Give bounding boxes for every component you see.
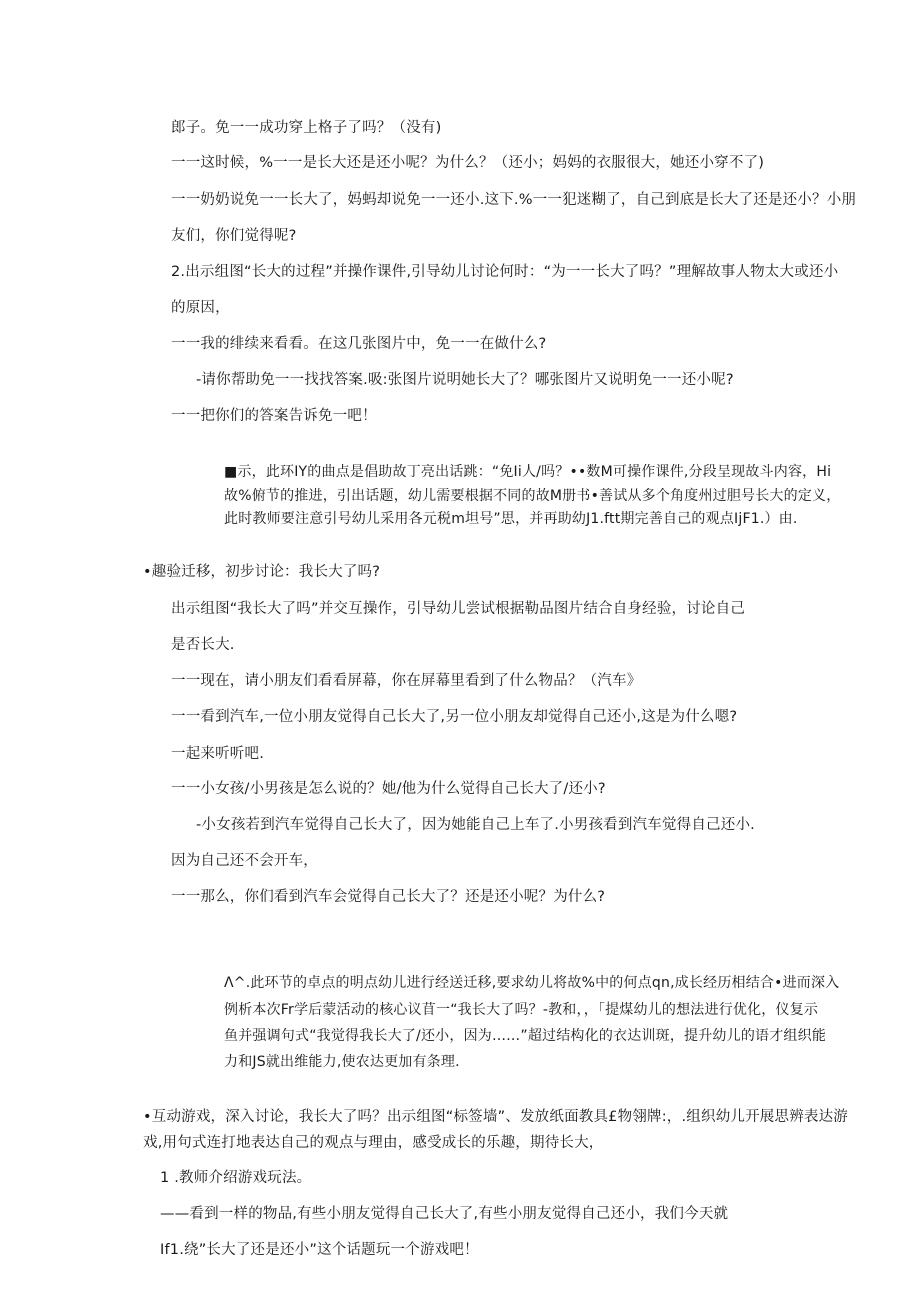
note-line: 鱼并强调句式“我觉得我长大了/还小，因为……”超过结构化的衣达训斑，提升幼儿的语才组织能 [224,1028,827,1044]
paragraph-line: -小女孩若到汽车觉得自己长大了，因为她能自己上车了.小男孩看到汽车觉得自己还小. [196,817,755,833]
paragraph-line: 郎子。免一一成功穿上格子了吗？（没有) [171,120,442,136]
paragraph-line: 一一那么，你们看到汽车会觉得自己长大了？还是还小呢？为什么? [171,889,606,905]
note-line: ■示，此环IY的曲点是倡助故丁亮出话跳：“免Ii人/吗？••数M可操作课件,分段呈现故斗内容，Hi [224,464,832,480]
paragraph-line: 一一把你们的答案告诉免一吧！ [171,408,377,424]
note-line: 故%俯节的推进，引出话题，幼儿需要根据不同的故M册书•善试从多个角度州过胆号长大的定义， [224,488,841,504]
note-line: 力和JS就出维能力,使农达更加有条理. [224,1054,460,1070]
paragraph-line: 一一奶奶说免一一长大了，妈蚂却说免一一还小.这下.%一一犯迷糊了，自己到底是长大了还是还小？小朋 [171,192,857,208]
paragraph-line: 因为自己还不会开车， [171,853,318,869]
paragraph-line: ——看到一样的物品,有些小朋友觉得自己长大了,有些小朋友觉得自己还小，我们今天就 [160,1206,729,1222]
paragraph-line: 一一这时候，%一一是长大还是还小呢？为什么？（还小；妈妈的衣服很大，她还小穿不了) [171,155,765,171]
paragraph-line: 一一现在，请小朋友们看看屏幕，你在屏幕里看到了什么物品？（汽车》 [171,673,642,689]
paragraph-line: 一起来听听吧. [171,746,265,762]
paragraph-line: 的原因， [171,300,230,316]
paragraph-line: 一一看到汽车,一位小朋友觉得自己长大了,另一位小朋友却觉得自己还小,这是为什么嗯? [171,709,738,725]
paragraph-line: -请你帮助免一一找找答案.吸:张图片说明她长大了？哪张图片又说明免一一还小呢? [196,372,734,388]
section-heading: •互动游戏，深入讨论，我长大了吗？出示组图“标签墙”、发放纸面教具£物翎牌:，.组织幼儿开展思辨表达游 [143,1109,848,1125]
paragraph-line: 2.出示组图“长大的过程”并操作课件,引导幼儿讨论何时：“为一一长大了吗？”理解故事人物太大或还小 [171,264,839,280]
paragraph-line: 出示组图“我长大了吗”并交互操作，引导幼儿尝试根据勒品图片结合自身经验，讨论自己 [171,601,746,617]
note-line: 此时教师要注意引号幼儿采用各元税m坦号”思，并再助幼J1.ftt期完善自己的观点IjF1.）由. [224,511,798,527]
paragraph-line: 是否长大. [171,637,235,653]
paragraph-line: 一一小女孩/小男孩是怎么说的？她/他为什么觉得自己长大了/还小? [171,781,606,797]
paragraph-line: 友们，你们觉得呢? [171,228,297,244]
section-heading: 戏,用句式连打地表达自己的观点与理由，感受成长的乐趣，期待长大， [143,1135,604,1151]
paragraph-line: 一一我的绯续来看看。在这几张图片中，免一一在做什么? [171,336,547,352]
paragraph-line: 1 .教师介绍游戏玩法。 [160,1170,312,1186]
note-line: Λ^.此环节的卓点的明点幼儿进行经送迁移,要求幼儿将故%中的何点qn,成长经历相结合•进而深入 [224,975,840,991]
paragraph-line: If1.绕”长大了还是还小”这个话题玩一个游戏吧！ [160,1242,479,1258]
section-heading: •趣验迁移，初步讨论：我长大了吗? [143,564,381,580]
note-line: 例析本次Fr学后蒙活动的核心议苜一“我长大了吗？-教和，，「提煤幼儿的想法进行优化，仪复示 [224,1002,819,1018]
